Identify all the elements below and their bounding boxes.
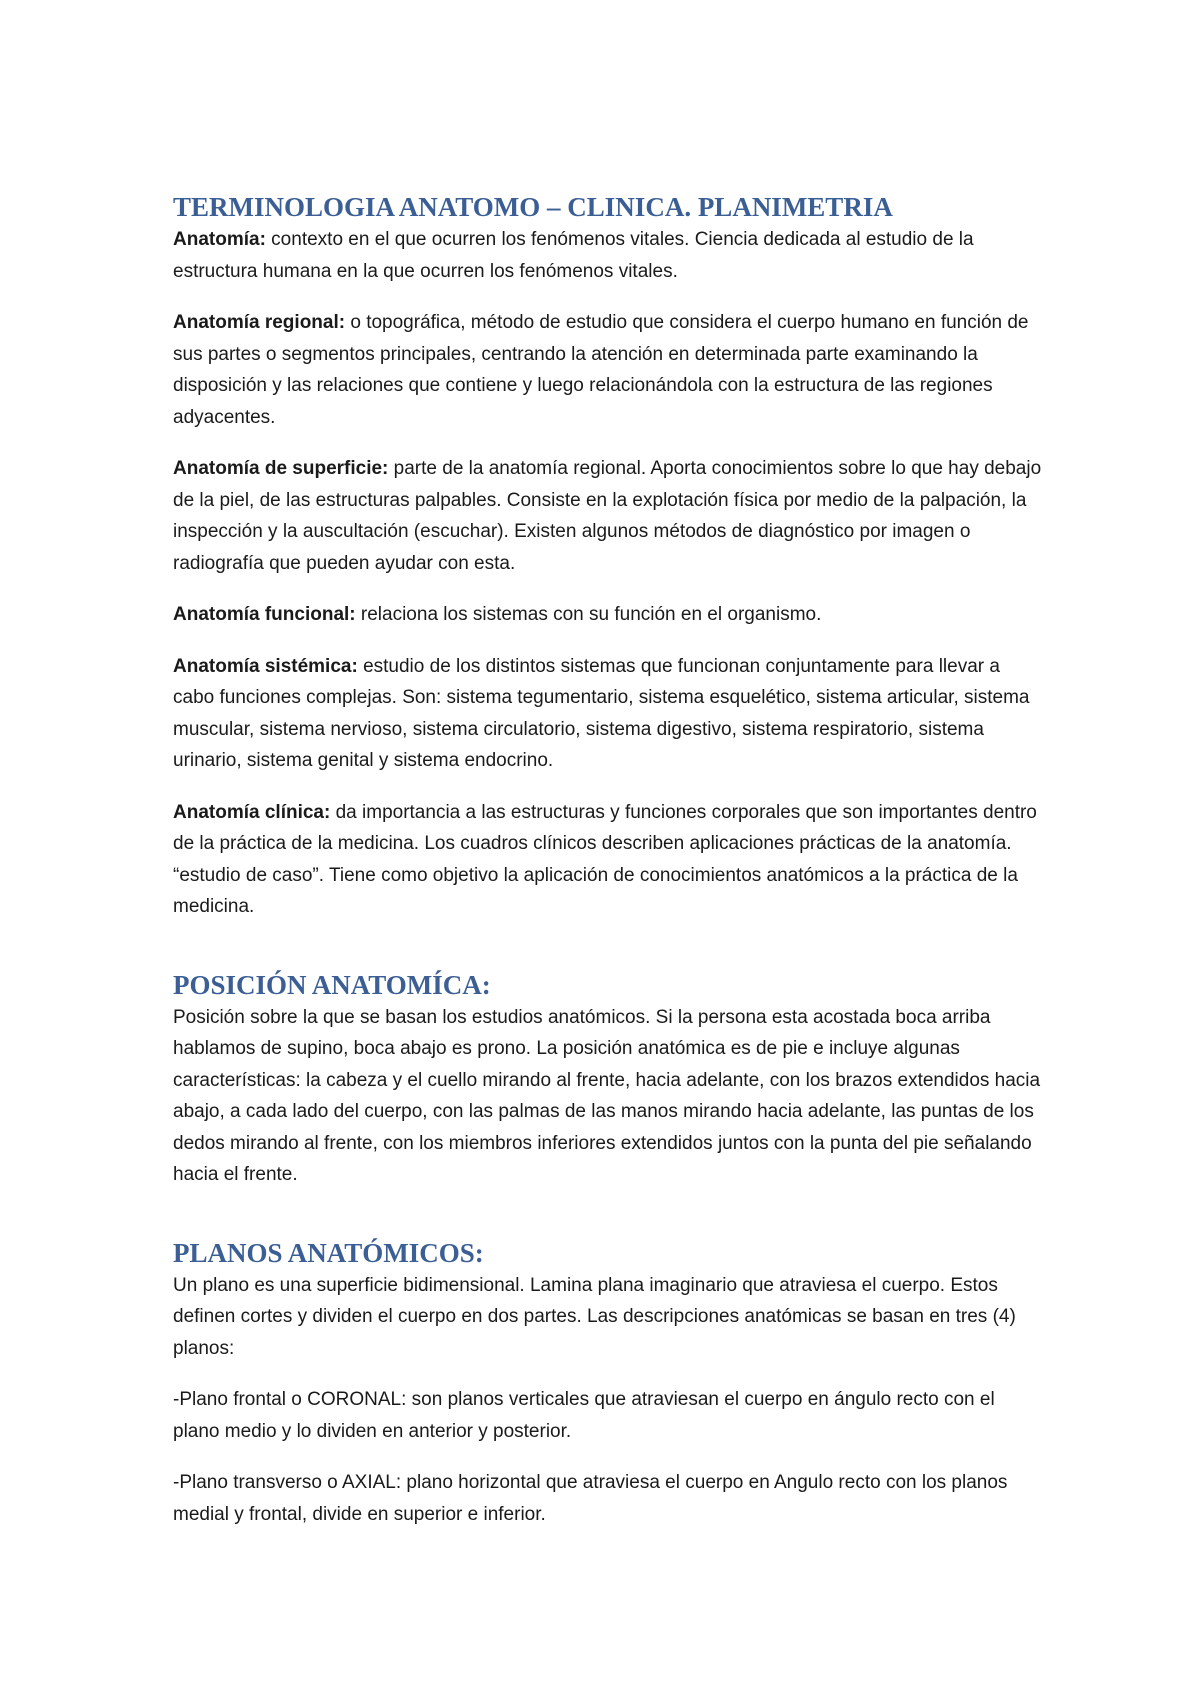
section-spacer: [173, 943, 1043, 968]
definition-term: Anatomía clínica:: [173, 801, 331, 823]
definition-text: estudio de los distintos sistemas que funcionan conjuntamente para llevar a cabo funciones complejas. Son: sistema tegumentario, sistema esquelético, sistema articular, sistema muscular, sistema nervioso, sistema circulatorio, sistema digestivo, sistema respiratorio, sistema urinario, sistema genital y sistema endocrino.: [173, 655, 1030, 771]
section-spacer: [173, 1211, 1043, 1236]
definition-term: Anatomía sistémica:: [173, 655, 358, 677]
definition-text: da importancia a las estructuras y funciones corporales que son importantes dentro de la práctica de la medicina. Los cuadros clínicos describen aplicaciones prácticas de la anatomía. “estudio de caso”. Tiene como objetivo la aplicación de conocimientos anatómicos a la práctica de la medicina.: [173, 801, 1037, 917]
plano-item-axial: -Plano transverso o AXIAL: plano horizontal que atraviesa el cuerpo en Angulo recto con los planos medial y frontal, divide en superior e inferior.: [173, 1472, 1008, 1525]
planos-intro-paragraph: Un plano es una superficie bidimensional. Lamina plana imaginario que atraviesa el cuerpo. Estos definen cortes y dividen el cuerpo en dos partes. Las descripciones anatómicas se basan en tres (4) planos:: [173, 1274, 1016, 1359]
section-heading-planos: PLANOS ANATÓMICOS:: [173, 1237, 484, 1268]
definition-term: Anatomía funcional:: [173, 604, 356, 625]
definition-term: Anatomía:: [173, 229, 266, 250]
definition-term: Anatomía regional:: [173, 312, 346, 333]
definition-text: o topográfica, método de estudio que considera el cuerpo humano en función de sus partes o segmentos principales, centrando la atención en determinada parte examinando la disposición y las relaciones que contiene y luego relacionándola con la estructura de las regiones adyacentes.: [173, 312, 1029, 428]
definition-anatomia-superficie: [173, 453, 1043, 579]
document-title: TERMINOLOGIA ANATOMO – CLINICA. PLANIMETRIA: [173, 192, 893, 222]
definition-text: parte de la anatomía regional. Aporta conocimientos sobre lo que hay debajo de la piel, de las estructuras palpables. Consiste en la explotación física por medio de la palpación, la inspección y la auscultación (escuchar). Existen algunos métodos de diagnóstico por imagen o radiografía que pueden ayudar con esta.: [173, 458, 1042, 574]
definition-anatomia-funcional: [173, 599, 1043, 631]
posicion-paragraph: Posición sobre la que se basan los estudios anatómicos. Si la persona esta acostada boca arriba hablamos de supino, boca abajo es prono. La posición anatómica es de pie e incluye algunas características: la cabeza y el cuello mirando al frente, hacia adelante, con los brazos extendidos hacia abajo, a cada lado del cuerpo, con las palmas de las manos mirando hacia adelante, las puntas de los dedos mirando al frente, con los miembros inferiores extendidos juntos con la punta del pie señalando hacia el frente.: [173, 1006, 1041, 1185]
definition-term: Anatomía de superficie:: [173, 458, 389, 479]
document-page: [173, 190, 1043, 1550]
definition-text: contexto en el que ocurren los fenómenos vitales. Ciencia dedicada al estudio de la estructura humana en la que ocurren los fenómenos vitales.: [173, 229, 974, 282]
definition-anatomia: [173, 224, 1043, 287]
definition-text: relaciona los sistemas con su función en el organismo.: [355, 604, 822, 625]
section-heading-posicion: POSICIÓN ANATOMÍCA:: [173, 969, 491, 1000]
definition-anatomia-regional: [173, 307, 1043, 433]
definition-anatomia-sistemica: [173, 651, 1043, 777]
plano-item-coronal: -Plano frontal o CORONAL: son planos verticales que atraviesan el cuerpo en ángulo recto con el plano medio y lo dividen en anterior y posterior.: [173, 1389, 995, 1442]
definition-anatomia-clinica: [173, 797, 1043, 923]
